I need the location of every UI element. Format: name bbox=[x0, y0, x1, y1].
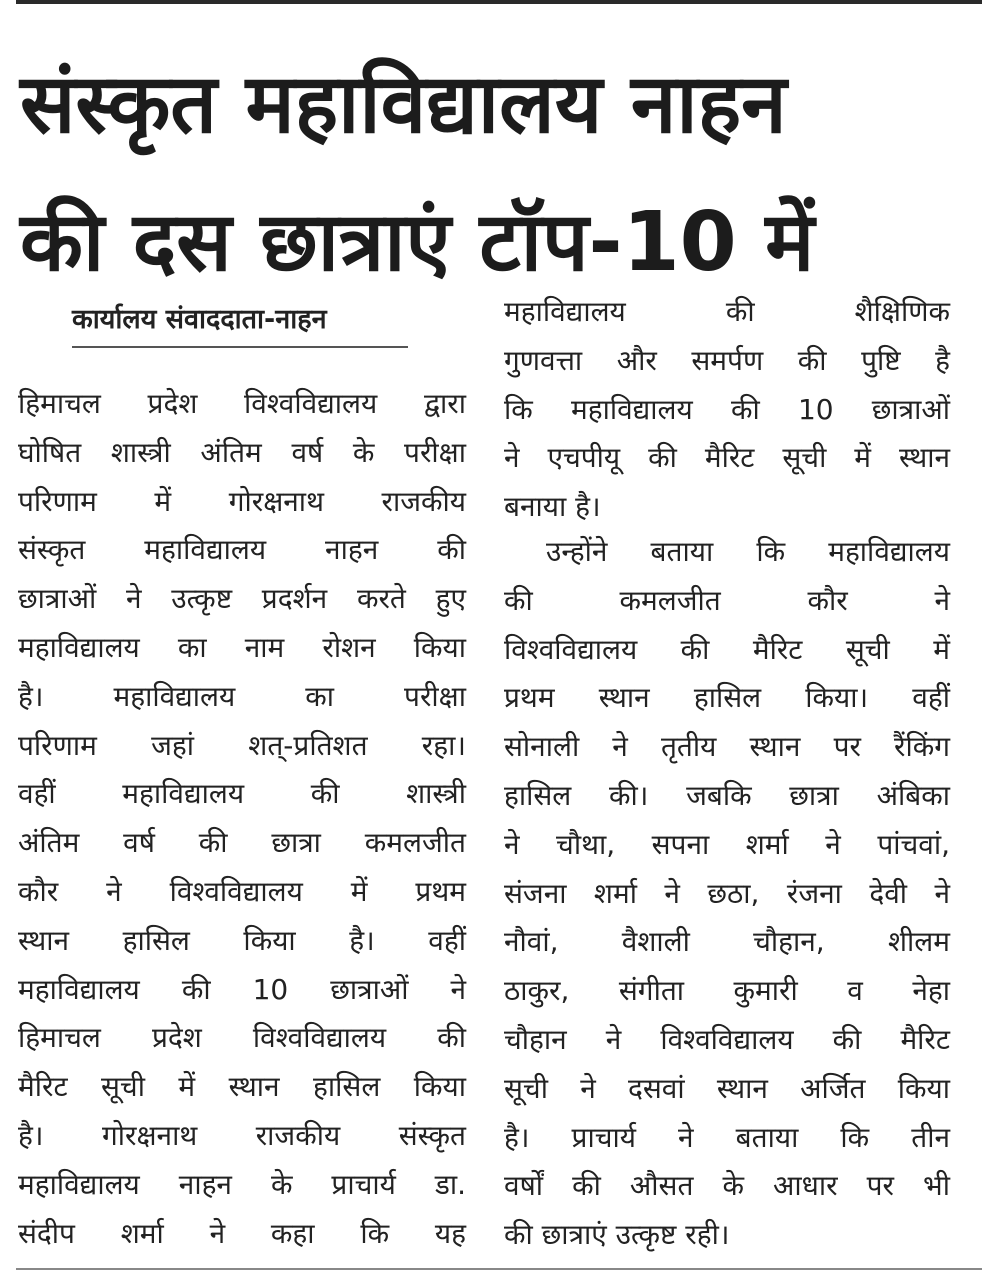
text-line: की छात्राएं उत्कृष्ट रही। bbox=[504, 1218, 730, 1252]
text-line: हिमाचल प्रदेश विश्वविद्यालय की bbox=[18, 1021, 466, 1055]
text-line: बनाया है। bbox=[504, 490, 601, 524]
text-line: है। गोरक्षनाथ राजकीय संस्कृत bbox=[18, 1118, 466, 1152]
text-line: की कमलजीत कौर ने bbox=[504, 583, 950, 617]
text-line: महाविद्यालय की 10 छात्राओं ने bbox=[18, 972, 466, 1006]
text-line: उन्होंने बताया कि महाविद्यालय bbox=[546, 535, 950, 568]
text-line: मैरिट सूची में स्थान हासिल किया bbox=[18, 1070, 466, 1104]
right-column-paragraph-1 bbox=[504, 288, 950, 532]
text-line: स्थान हासिल किया है। वहीं bbox=[18, 923, 466, 957]
bottom-rule bbox=[16, 1268, 982, 1270]
headline-line: संस्कृत महाविद्यालय नाहन bbox=[20, 57, 787, 152]
text-line: कि महाविद्यालय की 10 छात्राओं bbox=[504, 392, 950, 426]
left-column bbox=[18, 380, 466, 1258]
text-line: सूची ने दसवां स्थान अर्जित किया bbox=[504, 1071, 950, 1105]
text-line: महाविद्यालय की शैक्षिणिक bbox=[504, 295, 950, 328]
text-line: ने एचपीयू की मैरिट सूची में स्थान bbox=[504, 441, 950, 475]
text-line: सोनाली ने तृतीय स्थान पर रैंकिंग bbox=[504, 730, 950, 764]
top-rule bbox=[16, 0, 982, 4]
text-line: प्रथम स्थान हासिल किया। वहीं bbox=[504, 681, 950, 715]
text-line: विश्वविद्यालय की मैरिट सूची में bbox=[504, 632, 950, 666]
text-line: संजना शर्मा ने छठा, रंजना देवी ने bbox=[504, 876, 950, 910]
text-line: वर्षों की औसत के आधार पर भी bbox=[504, 1169, 950, 1203]
text-line: संस्कृत महाविद्यालय नाहन की bbox=[18, 533, 466, 567]
text-line: महाविद्यालय नाहन के प्राचार्य डा. bbox=[18, 1167, 466, 1201]
text-line: ने चौथा, सपना शर्मा ने पांचवां, bbox=[504, 827, 950, 861]
byline-underline bbox=[72, 346, 408, 348]
text-line: संदीप शर्मा ने कहा कि यह bbox=[18, 1216, 466, 1250]
text-line: है। प्राचार्य ने बताया कि तीन bbox=[504, 1120, 950, 1154]
text-line: महाविद्यालय का नाम रोशन किया bbox=[18, 630, 466, 664]
text-line: गुणवत्ता और समर्पण की पुष्टि है bbox=[504, 343, 950, 377]
text-line: वहीं महाविद्यालय की शास्त्री bbox=[18, 777, 466, 811]
text-line: कौर ने विश्वविद्यालय में प्रथम bbox=[18, 874, 466, 908]
byline: कार्यालय संवाददाता-नाहन bbox=[72, 304, 327, 335]
headline-line: की दस छात्राएं टॉप-10 में bbox=[20, 195, 815, 290]
text-line: परिणाम जहां शत्-प्रतिशत रहा। bbox=[18, 728, 466, 762]
text-line: नौवां, वैशाली चौहान, शीलम bbox=[504, 925, 950, 959]
text-line: हिमाचल प्रदेश विश्वविद्यालय द्वारा bbox=[18, 387, 466, 420]
headline bbox=[20, 36, 970, 312]
text-line: घोषित शास्त्री अंतिम वर्ष के परीक्षा bbox=[18, 435, 466, 469]
text-line: अंतिम वर्ष की छात्रा कमलजीत bbox=[18, 826, 466, 860]
text-line: ठाकुर, संगीता कुमारी व नेहा bbox=[504, 974, 950, 1008]
text-line: चौहान ने विश्वविद्यालय की मैरिट bbox=[504, 1022, 950, 1056]
text-line: हासिल की। जबकि छात्रा अंबिका bbox=[504, 778, 950, 812]
text-line: है। महाविद्यालय का परीक्षा bbox=[18, 679, 466, 713]
text-line: छात्राओं ने उत्कृष्ट प्रदर्शन करते हुए bbox=[18, 582, 466, 616]
right-column-paragraph-2 bbox=[504, 528, 950, 1260]
text-line: परिणाम में गोरक्षनाथ राजकीय bbox=[18, 484, 466, 518]
